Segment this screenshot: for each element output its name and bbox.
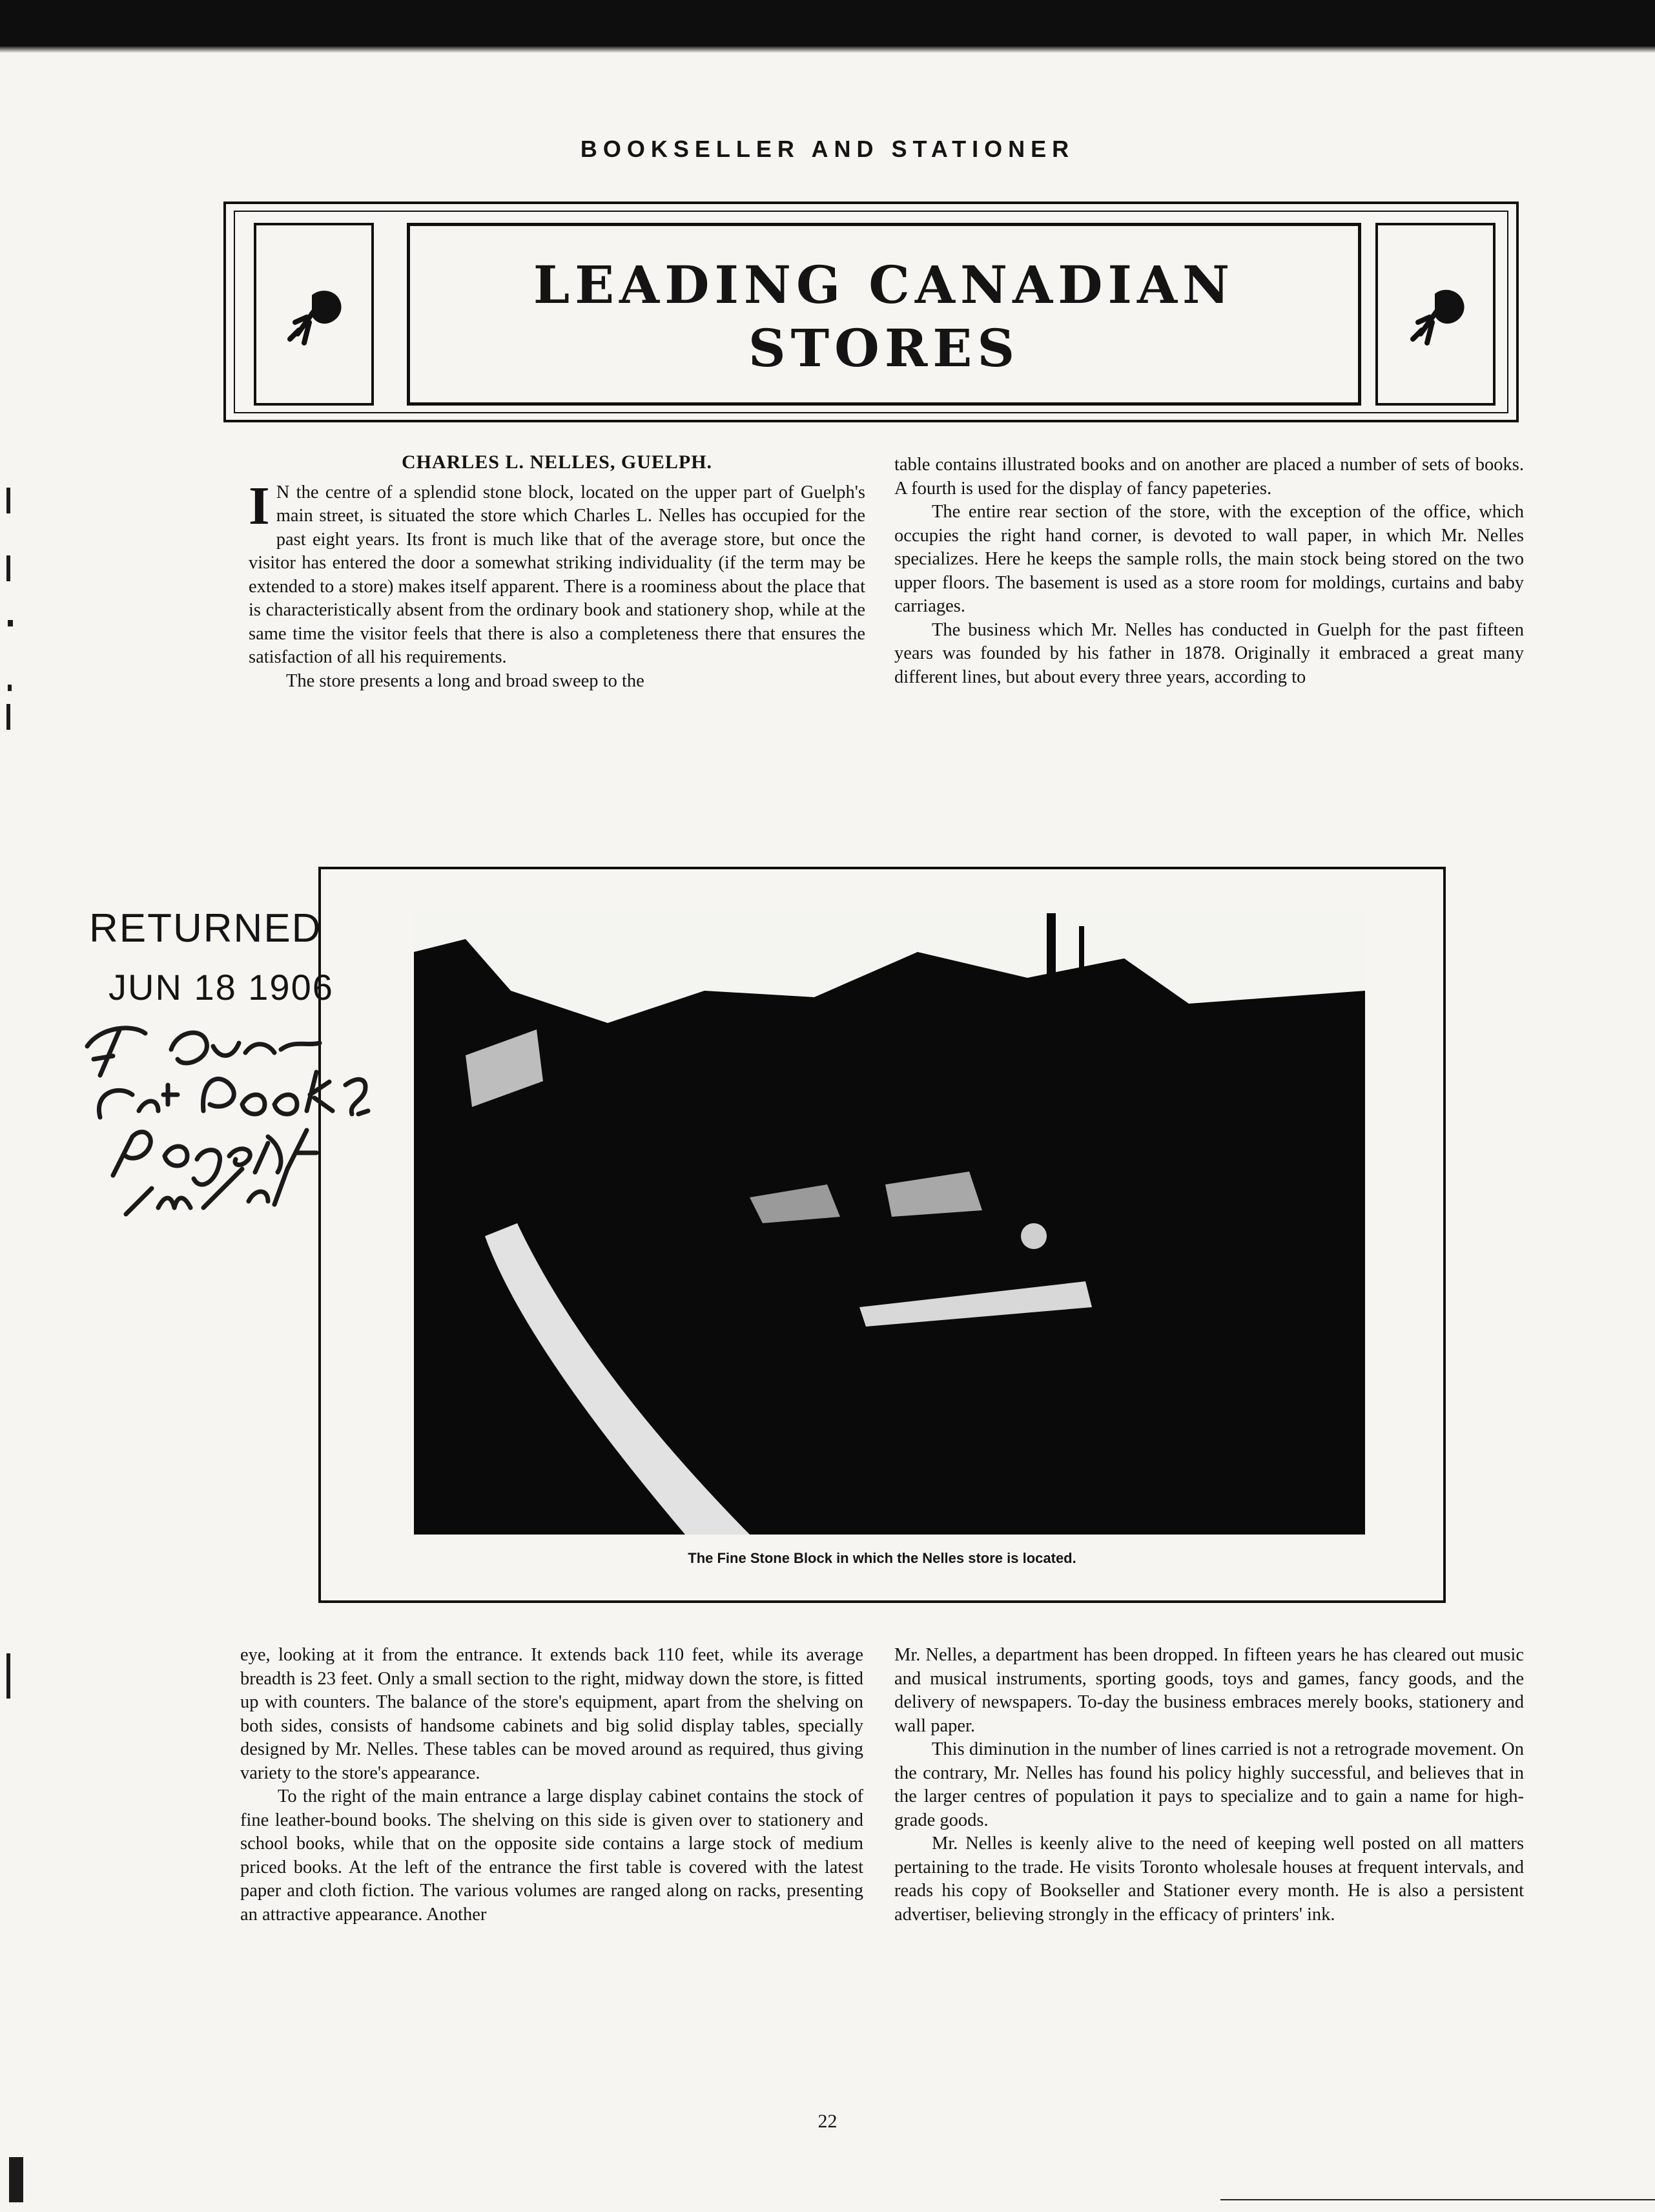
street-scene-image (414, 913, 1365, 1535)
running-head: BOOKSELLER AND STATIONER (580, 136, 1075, 162)
column-lower-right (894, 1644, 1524, 1927)
column-upper-right (894, 453, 1524, 689)
article-paragraph: I N the centre of a splendid stone block, located on the upper part of Guelph's main street, is situated the store which Charles L. Nelles has occupied for the past eight years. Its front is much like that of the average store, but once the visitor has entered the door a somewhat striking individuality (if the term may be extended to a store) makes itself apparent. There is a roominess about the place that is characteristically absent from the ordinary book and stationery shop, while at the same time the visitor feels that there is also a completeness there that ensures the satisfaction of all his requirements. (249, 475, 865, 667)
article-paragraph: This diminution in the number of lines carried is not a retrograde movement. On the contrary, Mr. Nelles has found his policy highly successful, and believes that in the larger centres of population it pays to specialize and to gain a name for high-grade goods. (894, 1739, 1524, 1830)
article-paragraph: The store presents a long and broad sweep to the (286, 670, 644, 691)
article-title: CHARLES L. NELLES, GUELPH. (401, 451, 713, 473)
page-number: 22 (817, 2111, 838, 2132)
scan-artifact (9, 2157, 23, 2202)
article-paragraph: The entire rear section of the store, with the exception of the office, which occupies the right hand corner, is devoted to wall paper, in which Mr. Nelles specializes. Here he keeps the sample rolls, the main stock being stored on the two upper floors. The basement is used as a store room for moldings, curtains and baby carriages. (894, 502, 1524, 616)
scan-top-border (0, 0, 1655, 47)
maple-leaf-icon (1403, 284, 1474, 355)
article-paragraph: table contains illustrated books and on another are placed a number of sets of books. A fourth is used for the display of fancy papeteries. (894, 455, 1524, 499)
column-lower-left (240, 1644, 863, 1927)
handwritten-annotation (74, 1014, 378, 1227)
banner-title-line2: STORES (748, 318, 1020, 378)
bottom-rule (1220, 2199, 1655, 2200)
photo-caption: The Fine Stone Block in which the Nelles store is located. (688, 1550, 1076, 1566)
article-paragraph: The business which Mr. Nelles has conducted in Guelph for the past fifteen years was founded by his father in 1878. Originally it embraced a great many different lines, but about every three years, according to (894, 619, 1524, 687)
maple-leaf-icon (281, 284, 352, 355)
scan-artifact (6, 1653, 10, 1699)
returned-stamp: RETURNED (89, 906, 322, 951)
article-paragraph: Mr. Nelles is keenly alive to the need of keeping well posted on all matters pertaining to the trade. He visits Toronto wholesale houses at frequent intervals, and reads his copy of Bookseller and Stationer every month. He is also a persistent advertiser, believing strongly in the efficacy of printers' ink. (894, 1834, 1524, 1925)
banner-title-line1: LEADING CANADIAN (533, 254, 1235, 315)
street-photo (414, 913, 1365, 1535)
banner-right-ornament (1375, 223, 1496, 406)
scan-artifact (8, 685, 12, 691)
scan-artifact (6, 555, 10, 581)
article-paragraph: Mr. Nelles, a department has been dropped. In fifteen years he has cleared out music and musical instruments, sporting goods, toys and games, fancy goods, and the delivery of newspapers. To-day the business embraces merely books, stationery and wall paper. (894, 1645, 1524, 1736)
banner-title (407, 223, 1361, 406)
article-paragraph: To the right of the main entrance a large display cabinet contains the stock of fine leather-bound books. The shelving on this side is given over to stationery and school books, while that on the opposite side contains a large stock of medium priced books. At the left of the entrance the first table is covered with the latest paper and cloth fiction. The various volumes are ranged along on racks, presenting an attractive appearance. Another (240, 1786, 863, 1925)
drop-cap: I (249, 475, 270, 536)
scan-edge-shadow (0, 47, 1655, 53)
scan-artifact (8, 620, 13, 626)
article-paragraph: eye, looking at it from the entrance. It extends back 110 feet, while its average breadth is 23 feet. Only a small section to the right, midway down the store, is fitted up with counters. The balance of the store's equipment, apart from the shelving on both sides, consists of handsome cabinets and big solid display tables, specially designed by Mr. Nelles. These tables can be moved around as required, thus giving variety to the store's appearance. (240, 1645, 863, 1783)
scan-artifact (6, 704, 10, 730)
banner-left-ornament (254, 223, 374, 406)
stamp-date: JUN 18 1906 (108, 967, 334, 1008)
scan-artifact (6, 488, 10, 513)
column-upper-left (249, 451, 865, 693)
